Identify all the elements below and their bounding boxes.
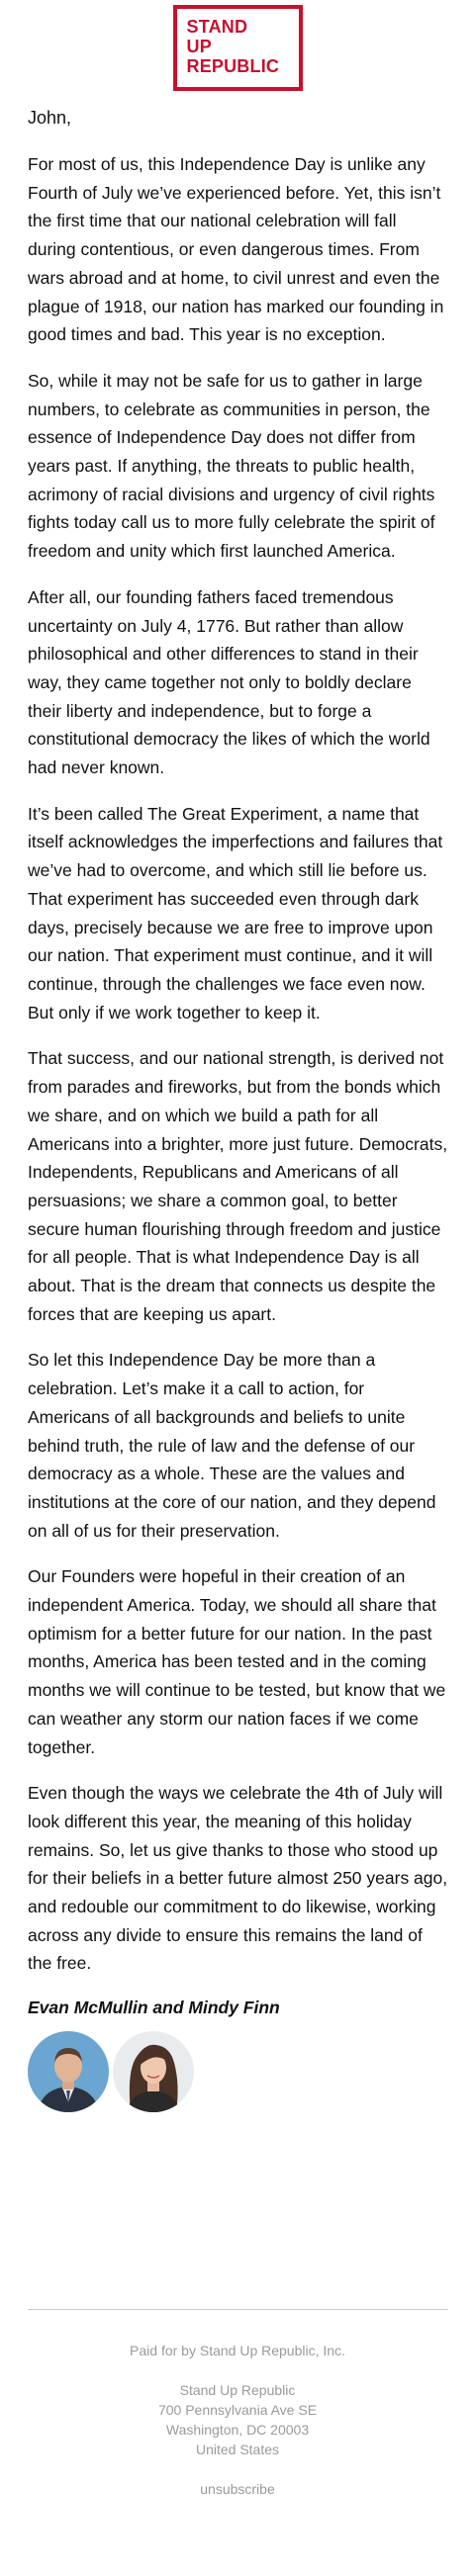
- body-paragraph-1: For most of us, this Independence Day is unlike any Fourth of July we’ve experienced before. Yet, this isn’t the first time that our national celebration will fall during contentious, or even dangerous times. From wars abroad and at home, to civil unrest and even the plague of 1918, our nation has marked our founding in good times and bad. This year is no exception.: [28, 154, 444, 345]
- header: [0, 0, 475, 91]
- greeting: John,: [28, 108, 72, 128]
- footer-street: 700 Pennsylvania Ave SE: [157, 2402, 318, 2418]
- footer: [0, 2341, 475, 2499]
- signer-avatars: [28, 2031, 448, 2112]
- logo-line-2: UP: [186, 37, 212, 56]
- footer-country: United States: [195, 2442, 280, 2457]
- stand-up-republic-logo[interactable]: [173, 5, 303, 91]
- signature: Evan McMullin and Mindy Finn: [28, 1998, 280, 2018]
- body-paragraph-4: It’s been called The Great Experiment, a name that itself acknowledges the imperfections and failures that we’ve had to overcome, and which still lie before us. That experiment has succeeded even through dark days, precisely because we are free to improve upon our nation. That experiment must continue, and it will continue, through the challenges we face even now. But only if we work together to keep it.: [28, 803, 443, 1022]
- body-paragraph-2: So, while it may not be safe for us to gather in large numbers, to celebrate as communities in person, the essence of Independence Day does not differ from years past. If anything, the threats to public health, acrimony of racial divisions and urgency of civil rights fights today call us to more fully celebrate the spirit of freedom and unity which first launched America.: [28, 370, 435, 562]
- footer-divider: [28, 2309, 448, 2310]
- email-body: [0, 103, 475, 2112]
- logo-line-3: REPUBLIC: [186, 56, 280, 76]
- logo-line-1: STAND: [186, 17, 248, 37]
- body-paragraph-3: After all, our founding fathers faced tremendous uncertainty on July 4, 1776. But rather than allow philosophical and other differences to stand in their way, they came together not only to boldly declare their liberty and independence, but to forge a constitutional democracy the likes of which the world had never known.: [28, 586, 430, 778]
- avatar-evan-mcmullin: [28, 2031, 109, 2112]
- avatar-mindy-finn: [113, 2031, 194, 2112]
- footer-org-name: Stand Up Republic: [179, 2382, 296, 2398]
- body-paragraph-7: Our Founders were hopeful in their creation of an independent America. Today, we should all share that optimism for a better future for our nation. In the past months, America has been tested and in the coming months we will continue to be tested, but know that we can weather any storm our nation faces if we come together.: [28, 1566, 446, 1757]
- footer-city: Washington, DC 20003: [165, 2422, 310, 2438]
- unsubscribe-link[interactable]: unsubscribe: [200, 2481, 275, 2497]
- body-paragraph-5: That success, and our national strength, is derived not from parades and fireworks, but from the bonds which we share, and on which we build a path for all Americans into a brighter, more just future. Democrats, Independents, Republicans and Americans of all persuasions; we share a common goal, to better secure human flourishing through freedom and justice for all people. That is what Independence Day is all about. That is the dream that connects us despite the forces that are keeping us apart.: [28, 1048, 448, 1324]
- body-paragraph-8: Even though the ways we celebrate the 4th of July will look different this year, the meaning of this holiday remains. So, let us give thanks to those who stood up for their beliefs in a better future almost 250 years ago, and redouble our commitment to do likewise, working across any divide to ensure this remains the land of the free.: [28, 1783, 448, 1974]
- body-paragraph-6: So let this Independence Day be more than a celebration. Let’s make it a call to action, for Americans of all backgrounds and beliefs to unite behind truth, the rule of law and the defense of our democracy as a whole. These are the values and institutions at the core of our nation, and they depend on all of us for their preservation.: [28, 1350, 436, 1541]
- paid-for-notice: Paid for by Stand Up Republic, Inc.: [130, 2343, 345, 2358]
